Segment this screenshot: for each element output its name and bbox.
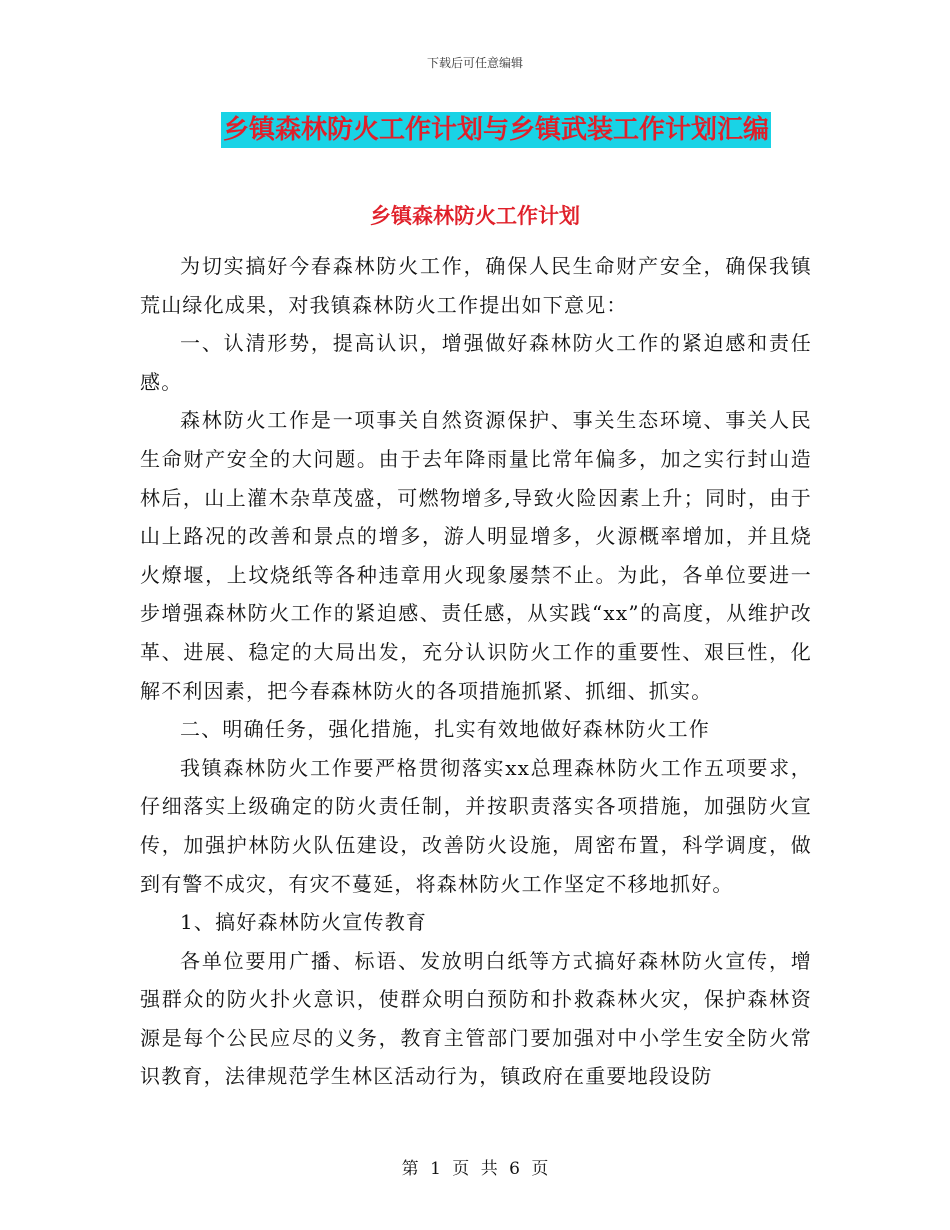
paragraph-heading-2-1: 1、搞好森林防火宣传教育 (180, 910, 428, 935)
document-title: 乡镇森林防火工作计划与乡镇武装工作计划汇编 (221, 112, 771, 148)
paragraph-heading-2: 二、明确任务，强化措施，扎实有效地做好森林防火工作 (180, 717, 710, 742)
paragraph-publicity: 各单位要用广播、标语、发放明白纸等方式搞好森林防火宣传，增强群众的防火扑火意识，使群众明白预防和扑救森林火灾，保护森林资源是每个公民应尽的义务，教育主管部门要加强对中小学生安全防火常识教育，法律规范学生林区活动行为，镇政府在重要地段设防 (140, 948, 812, 1089)
paragraph-intro: 为切实搞好今春森林防火工作，确保人民生命财产安全，确保我镇荒山绿化成果，对我镇森林防火工作提出如下意见： (140, 254, 812, 317)
page-number: 第 1 页 共 6 页 (401, 1159, 549, 1179)
paragraph-situation: 森林防火工作是一项事关自然资源保护、事关生态环境、事关人民生命财产安全的大问题。由于去年降雨量比常年偏多，加之实行封山造林后，山上灌木杂草茂盛，可燃物增多,导致火险因素上升；同时，由于山上路况的改善和景点的增多，游人明显增多，火源概率增加，并且烧火燎堰，上坟烧纸等各种违章用火现象屡禁不止。为此，各单位要进一步增强森林防火工作的紧迫感、责任感，从实践“xx”的高度，从维护改革、进展、稳定的大局出发，充分认识防火工作的重要性、艰巨性，化解不利因素，把今春森林防火的各项措施抓紧、抓细、抓实。 (140, 408, 812, 703)
document-body (140, 247, 812, 1096)
section-title: 乡镇森林防火工作计划 (370, 204, 580, 228)
header-note: 下载后可任意编辑 (426, 56, 523, 70)
paragraph-heading-1: 一、认清形势，提高认识，增强做好森林防火工作的紧迫感和责任感。 (140, 331, 812, 394)
paragraph-tasks: 我镇森林防火工作要严格贯彻落实xx总理森林防火工作五项要求，仔细落实上级确定的防火责任制，并按职责落实各项措施，加强防火宣传，加强护林防火队伍建设，改善防火设施，周密布置，科学调度，做到有警不成灾，有灾不蔓延，将森林防火工作坚定不移地抓好。 (140, 755, 812, 896)
